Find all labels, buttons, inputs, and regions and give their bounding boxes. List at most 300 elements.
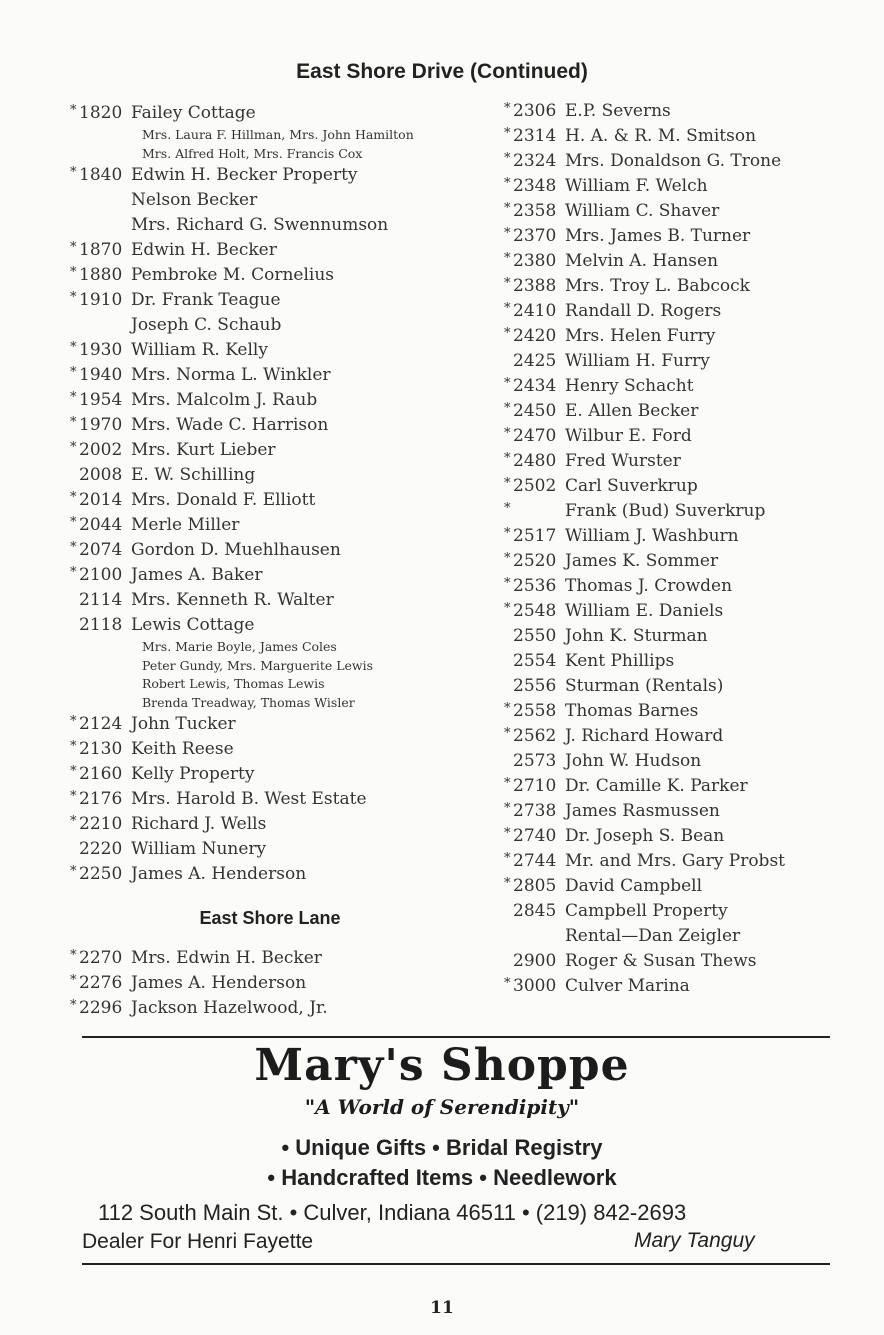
resident-name: Sturman (Rentals) <box>565 676 724 696</box>
resident-marker: * <box>504 701 511 716</box>
directory-entry <box>504 899 864 949</box>
resident-marker: * <box>504 251 511 266</box>
resident-marker: * <box>504 326 511 341</box>
street-number: 2548 <box>513 601 557 621</box>
street-number: 2517 <box>513 526 557 546</box>
resident-marker: * <box>70 565 77 580</box>
resident-name: Kelly Property <box>131 764 255 784</box>
resident-marker: * <box>504 826 511 841</box>
section-subheading: East Shore Lane <box>199 908 341 928</box>
resident-name: Frank (Bud) Suverkrup <box>565 501 766 521</box>
entry-row <box>70 238 470 263</box>
entry-row <box>504 724 864 749</box>
resident-name: J. Richard Howard <box>565 726 724 746</box>
directory-entry <box>504 324 864 349</box>
street-number: 2124 <box>79 714 123 734</box>
entry-row <box>504 749 864 774</box>
resident-name: William E. Daniels <box>565 601 724 621</box>
directory-entry <box>70 288 470 338</box>
street-number: 2520 <box>513 551 557 571</box>
resident-marker: * <box>504 376 511 391</box>
street-number: 2324 <box>513 151 557 171</box>
entry-row <box>504 399 864 424</box>
street-number: 1970 <box>79 415 123 435</box>
resident-marker: * <box>504 126 511 141</box>
ad-bullet-line-2: • Handcrafted Items • Needlework <box>267 1165 617 1190</box>
street-number: 2556 <box>513 676 557 696</box>
resident-marker: * <box>504 226 511 241</box>
resident-name: Thomas J. Crowden <box>565 576 733 596</box>
entry-row <box>70 812 470 837</box>
directory-entry <box>504 474 864 499</box>
resident-name: James A. Henderson <box>131 973 307 993</box>
street-number: 2114 <box>79 590 123 610</box>
directory-entry <box>504 449 864 474</box>
cottage-occupants: Mrs. Laura F. Hillman, Mrs. John Hamilton <box>142 127 414 142</box>
resident-marker: * <box>70 365 77 380</box>
entry-row <box>70 762 470 787</box>
resident-name: William C. Shaver <box>565 201 720 221</box>
street-number: 1910 <box>79 290 123 310</box>
directory-entry <box>70 946 470 971</box>
resident-name: Roger & Susan Thews <box>565 951 757 971</box>
directory-entry <box>70 812 470 837</box>
street-number: 2358 <box>513 201 557 221</box>
street-number: 2044 <box>79 515 123 535</box>
resident-name: E.P. Severns <box>565 101 671 121</box>
street-number: 2100 <box>79 565 123 585</box>
resident-name-continued: Mrs. Richard G. Swennumson <box>131 215 389 235</box>
entry-row <box>504 974 864 999</box>
directory-entry <box>504 299 864 324</box>
resident-name: Lewis Cottage <box>131 615 255 635</box>
resident-name: Mrs. Donald F. Elliott <box>131 490 316 510</box>
street-number: 1820 <box>79 103 123 123</box>
entry-row <box>504 324 864 349</box>
resident-marker: * <box>70 415 77 430</box>
entry-row <box>70 463 470 488</box>
directory-entry <box>70 712 470 737</box>
street-number: 2845 <box>513 901 557 921</box>
directory-entry <box>504 699 864 724</box>
directory-entry <box>504 599 864 624</box>
entry-row <box>504 449 864 474</box>
entry-row <box>504 149 864 174</box>
street-number: 1880 <box>79 265 123 285</box>
resident-marker: * <box>504 451 511 466</box>
resident-marker: * <box>70 265 77 280</box>
resident-marker: * <box>504 601 511 616</box>
entry-row <box>504 699 864 724</box>
entry-row <box>70 388 470 413</box>
street-number: 2805 <box>513 876 557 896</box>
directory-entry <box>70 101 470 163</box>
resident-name: Gordon D. Muehlhausen <box>131 540 341 560</box>
resident-marker: * <box>70 490 77 505</box>
entry-row <box>70 613 470 638</box>
resident-marker: * <box>504 201 511 216</box>
street-number: 2480 <box>513 451 557 471</box>
resident-marker: * <box>504 726 511 741</box>
street-number: 2710 <box>513 776 557 796</box>
resident-marker: * <box>70 103 77 118</box>
entry-row <box>504 649 864 674</box>
street-number: 2425 <box>513 351 557 371</box>
street-number: 2558 <box>513 701 557 721</box>
ad-address: 112 South Main St. • Culver, Indiana 46511 • (219) 842-2693 <box>98 1200 687 1225</box>
resident-name: Failey Cottage <box>131 103 256 123</box>
resident-name: Pembroke M. Cornelius <box>131 265 335 285</box>
resident-name: E. Allen Becker <box>565 401 699 421</box>
resident-name: Mrs. Norma L. Winkler <box>131 365 331 385</box>
entry-row <box>504 199 864 224</box>
resident-name: Mrs. Helen Furry <box>565 326 716 346</box>
street-number: 2118 <box>79 615 123 635</box>
street-number: 2176 <box>79 789 123 809</box>
resident-marker: * <box>70 440 77 455</box>
directory-entry <box>70 862 470 887</box>
street-number: 2740 <box>513 826 557 846</box>
street-number: 2014 <box>79 490 123 510</box>
directory-entry <box>70 513 470 538</box>
resident-name: Jackson Hazelwood, Jr. <box>131 998 328 1018</box>
entry-row <box>504 799 864 824</box>
street-number: 2296 <box>79 998 123 1018</box>
directory-entry <box>504 849 864 874</box>
entry-row <box>70 971 470 996</box>
entry-row <box>504 424 864 449</box>
resident-marker: * <box>504 301 511 316</box>
street-number: 2502 <box>513 476 557 496</box>
entry-row <box>504 874 864 899</box>
entry-row <box>70 538 470 563</box>
resident-marker: * <box>504 851 511 866</box>
directory-entry <box>70 338 470 363</box>
resident-name: Richard J. Wells <box>131 814 267 834</box>
entry-row <box>70 563 470 588</box>
entry-row <box>70 787 470 812</box>
resident-name: William F. Welch <box>565 176 708 196</box>
lane-column <box>70 946 470 1021</box>
directory-entry <box>504 149 864 174</box>
directory-entry <box>504 199 864 224</box>
directory-entry <box>70 363 470 388</box>
street-number: 2470 <box>513 426 557 446</box>
directory-entry <box>504 274 864 299</box>
resident-marker: * <box>70 165 77 180</box>
entry-row <box>70 163 470 188</box>
entry-row <box>70 413 470 438</box>
street-number: 2900 <box>513 951 557 971</box>
entry-row <box>504 349 864 374</box>
entry-row <box>504 474 864 499</box>
resident-marker: * <box>504 151 511 166</box>
resident-name: Edwin H. Becker <box>131 240 277 260</box>
resident-marker: * <box>504 176 511 191</box>
cottage-occupants: Peter Gundy, Mrs. Marguerite Lewis <box>142 657 374 673</box>
street-number: 2562 <box>513 726 557 746</box>
resident-marker: * <box>70 540 77 555</box>
resident-name: James A. Baker <box>131 565 263 585</box>
left-column <box>70 101 470 887</box>
resident-name: H. A. & R. M. Smitson <box>565 126 757 146</box>
directory-entry <box>504 124 864 149</box>
resident-name: Carl Suverkrup <box>565 476 698 496</box>
resident-marker: * <box>504 801 511 816</box>
resident-name: Merle Miller <box>131 515 240 535</box>
directory-entry <box>70 488 470 513</box>
entry-row <box>70 946 470 971</box>
street-number: 2276 <box>79 973 123 993</box>
resident-marker: * <box>504 776 511 791</box>
street-number: 2573 <box>513 751 557 771</box>
resident-name: Fred Wurster <box>565 451 681 471</box>
resident-marker: * <box>70 814 77 829</box>
entry-row <box>504 574 864 599</box>
directory-entry <box>504 174 864 199</box>
resident-name-continued: Joseph C. Schaub <box>131 315 282 335</box>
directory-entry <box>70 263 470 288</box>
entry-row <box>70 363 470 388</box>
resident-name: Campbell Property <box>565 901 728 921</box>
directory-entry <box>70 737 470 762</box>
directory-entry <box>70 438 470 463</box>
street-number: 3000 <box>513 976 557 996</box>
directory-entry <box>504 974 864 999</box>
directory-entry <box>504 374 864 399</box>
right-column <box>504 99 864 999</box>
resident-name: Mr. and Mrs. Gary Probst <box>565 851 785 871</box>
resident-name: William Nunery <box>131 839 267 859</box>
entry-row <box>504 299 864 324</box>
cottage-occupants: Mrs. Alfred Holt, Mrs. Francis Cox <box>142 145 363 161</box>
resident-name: William H. Furry <box>565 351 710 371</box>
resident-marker: * <box>504 876 511 891</box>
resident-name: James K. Sommer <box>565 551 719 571</box>
entry-row <box>504 499 864 524</box>
entry-row <box>504 674 864 699</box>
bottom-divider <box>82 1263 830 1265</box>
entry-row <box>70 101 470 126</box>
resident-marker: * <box>70 515 77 530</box>
top-divider <box>82 1036 830 1038</box>
directory-entry <box>70 463 470 488</box>
directory-entry <box>504 824 864 849</box>
entry-row <box>504 849 864 874</box>
entry-row <box>70 338 470 363</box>
street-number: 1840 <box>79 165 123 185</box>
street-number: 2420 <box>513 326 557 346</box>
resident-name: Thomas Barnes <box>565 701 699 721</box>
directory-entry <box>70 538 470 563</box>
directory-entry <box>70 613 470 712</box>
street-number: 2270 <box>79 948 123 968</box>
resident-name-continued: Rental—Dan Zeigler <box>565 926 741 946</box>
cottage-occupants: Brenda Treadway, Thomas Wisler <box>142 694 355 710</box>
street-number: 2008 <box>79 465 123 485</box>
resident-name: Mrs. Donaldson G. Trone <box>565 151 782 171</box>
resident-name: Edwin H. Becker Property <box>131 165 358 185</box>
street-number: 2002 <box>79 440 123 460</box>
resident-name: Henry Schacht <box>565 376 694 396</box>
ad-owner: Mary Tanguy <box>634 1229 755 1252</box>
resident-marker: * <box>70 948 77 963</box>
resident-name: Melvin A. Hansen <box>565 251 719 271</box>
street-number: 2306 <box>513 101 557 121</box>
entry-row <box>70 737 470 762</box>
directory-entry <box>504 424 864 449</box>
directory-entry <box>504 724 864 749</box>
directory-entry <box>70 163 470 238</box>
directory-entry <box>504 549 864 574</box>
entry-row <box>504 899 864 924</box>
street-number: 2434 <box>513 376 557 396</box>
entry-row <box>504 949 864 974</box>
resident-marker: * <box>70 764 77 779</box>
directory-entry <box>504 99 864 124</box>
street-number: 2744 <box>513 851 557 871</box>
resident-marker: * <box>504 276 511 291</box>
entry-row <box>504 99 864 124</box>
street-number: 2348 <box>513 176 557 196</box>
directory-entry <box>504 624 864 649</box>
street-number: 2130 <box>79 739 123 759</box>
street-number: 2220 <box>79 839 123 859</box>
resident-name-continued: Nelson Becker <box>131 190 258 210</box>
directory-entry <box>504 649 864 674</box>
directory-entry <box>504 574 864 599</box>
resident-name: William J. Washburn <box>565 526 739 546</box>
entry-row <box>504 824 864 849</box>
resident-marker: * <box>70 739 77 754</box>
directory-entry <box>504 874 864 899</box>
street-number: 2370 <box>513 226 557 246</box>
resident-marker: * <box>70 998 77 1013</box>
directory-entry <box>70 238 470 263</box>
entry-row <box>70 438 470 463</box>
entry-row <box>504 599 864 624</box>
directory-entry <box>70 388 470 413</box>
entry-row <box>504 249 864 274</box>
street-number: 2388 <box>513 276 557 296</box>
resident-name: Mrs. Malcolm J. Raub <box>131 390 318 410</box>
ad-tagline: "A World of Serendipity" <box>304 1095 580 1119</box>
entry-row <box>504 774 864 799</box>
page-number: 11 <box>430 1298 454 1318</box>
street-number: 2738 <box>513 801 557 821</box>
resident-marker: * <box>70 864 77 879</box>
street-number: 1954 <box>79 390 123 410</box>
entry-row <box>504 624 864 649</box>
resident-marker: * <box>504 551 511 566</box>
entry-row <box>504 549 864 574</box>
cottage-occupants: Mrs. Marie Boyle, James Coles <box>142 639 337 654</box>
directory-entry <box>504 524 864 549</box>
directory-entry <box>70 762 470 787</box>
entry-row <box>504 174 864 199</box>
street-number: 2550 <box>513 626 557 646</box>
street-number: 2450 <box>513 401 557 421</box>
street-number: 2074 <box>79 540 123 560</box>
street-number: 1930 <box>79 340 123 360</box>
street-number: 2554 <box>513 651 557 671</box>
street-number: 2160 <box>79 764 123 784</box>
resident-name: William R. Kelly <box>131 340 268 360</box>
entry-row <box>504 274 864 299</box>
resident-name: David Campbell <box>565 876 703 896</box>
directory-entry <box>504 399 864 424</box>
resident-name: John K. Sturman <box>565 626 708 646</box>
directory-entry <box>504 349 864 374</box>
resident-name: Mrs. Harold B. West Estate <box>131 789 367 809</box>
entry-row <box>70 488 470 513</box>
resident-marker: * <box>504 476 511 491</box>
resident-name: James Rasmussen <box>565 801 720 821</box>
directory-entry <box>504 774 864 799</box>
resident-marker: * <box>504 101 511 116</box>
directory-entry <box>70 996 470 1021</box>
resident-name: Mrs. Kurt Lieber <box>131 440 276 460</box>
resident-name: Randall D. Rogers <box>565 301 722 321</box>
entry-row <box>70 513 470 538</box>
resident-marker: * <box>504 976 511 991</box>
resident-marker: * <box>504 401 511 416</box>
resident-name: John Tucker <box>131 714 236 734</box>
resident-name: Dr. Frank Teague <box>131 290 281 310</box>
street-number: 2536 <box>513 576 557 596</box>
resident-marker: * <box>70 390 77 405</box>
resident-marker: * <box>504 526 511 541</box>
directory-entry <box>504 749 864 774</box>
street-number: 1940 <box>79 365 123 385</box>
resident-name: Wilbur E. Ford <box>565 426 692 446</box>
directory-entry <box>70 563 470 588</box>
entry-row <box>70 837 470 862</box>
resident-marker: * <box>504 426 511 441</box>
street-number: 2314 <box>513 126 557 146</box>
street-number: 1870 <box>79 240 123 260</box>
directory-entry <box>70 413 470 438</box>
resident-marker: * <box>504 501 511 516</box>
ad-title: Mary's Shoppe <box>254 1040 630 1091</box>
resident-name: Dr. Joseph S. Bean <box>565 826 725 846</box>
directory-entry <box>504 249 864 274</box>
entry-row <box>504 224 864 249</box>
ad-bullet-line-1: • Unique Gifts • Bridal Registry <box>281 1135 603 1160</box>
page-heading: East Shore Drive (Continued) <box>296 60 588 83</box>
directory-entry <box>70 837 470 862</box>
entry-row <box>70 712 470 737</box>
resident-name: Mrs. Troy L. Babcock <box>565 276 750 296</box>
resident-marker: * <box>70 290 77 305</box>
resident-name: E. W. Schilling <box>131 465 256 485</box>
resident-name: Keith Reese <box>131 739 234 759</box>
street-number: 2380 <box>513 251 557 271</box>
directory-entry <box>504 499 864 524</box>
resident-name: James A. Henderson <box>131 864 307 884</box>
resident-marker: * <box>70 240 77 255</box>
cottage-occupants: Robert Lewis, Thomas Lewis <box>142 676 325 691</box>
resident-name: Kent Phillips <box>565 651 675 671</box>
street-number: 2210 <box>79 814 123 834</box>
resident-name: Mrs. Edwin H. Becker <box>131 948 322 968</box>
street-number: 2410 <box>513 301 557 321</box>
directory-entry <box>504 224 864 249</box>
street-number: 2250 <box>79 864 123 884</box>
entry-row <box>70 996 470 1021</box>
entry-row <box>70 263 470 288</box>
directory-entry <box>504 674 864 699</box>
